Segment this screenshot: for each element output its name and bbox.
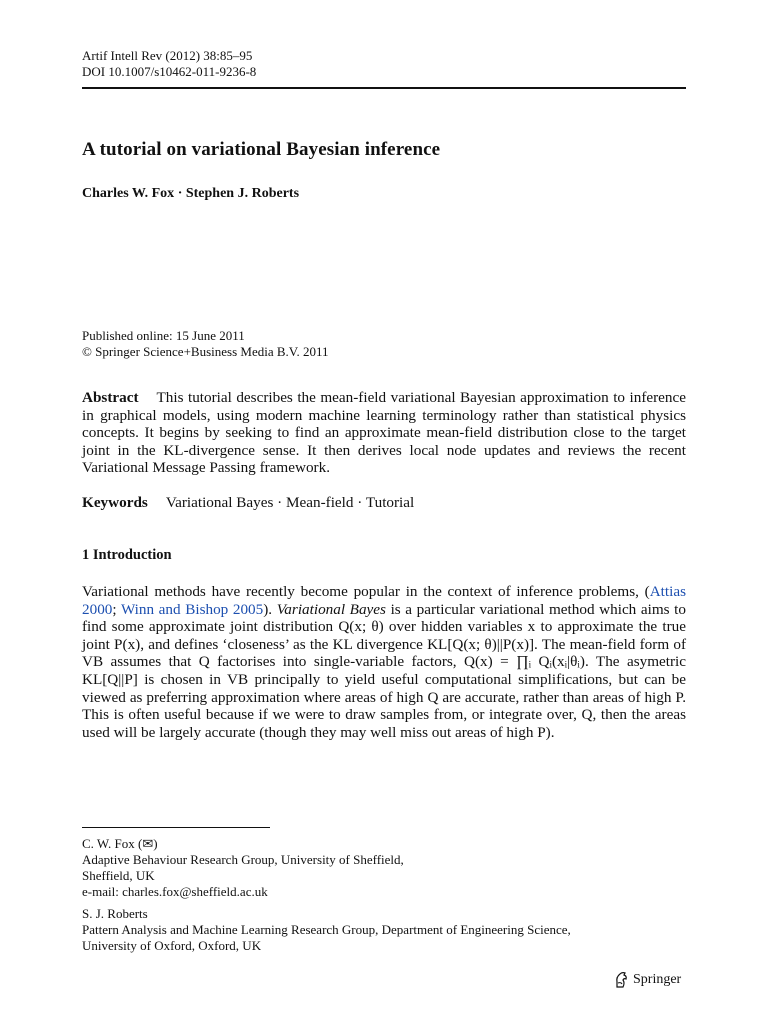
abstract-label: Abstract [82, 389, 139, 406]
published-date: Published online: 15 June 2011 [82, 328, 245, 343]
intro-text: ). [263, 600, 277, 618]
doi: DOI 10.1007/s10462-011-9236-8 [82, 64, 257, 79]
footnote-fox [82, 836, 404, 900]
fox-location: Sheffield, UK [82, 868, 155, 883]
journal-citation: Artif Intell Rev (2012) 38:85–95 [82, 48, 253, 63]
abstract [82, 389, 686, 477]
springer-wordmark: Springer [633, 972, 682, 987]
abstract-text: This tutorial describes the mean-field variational Bayesian approximation to inference in graphical models, using modern machine learning terminology rather than statistical physics concepts. It begins by seeking to find an approximate mean-field distribution close to the target joint in the KL-divergence sense. It then derives local node updates and reviews the recent Variational Message Passing framework. [82, 389, 686, 477]
author-fox: Charles W. Fox [82, 186, 175, 201]
citation-link-attias[interactable]: Attias 2000 [82, 583, 686, 618]
keywords-label: Keywords [82, 494, 148, 511]
citation-link-winn-bishop[interactable]: Winn and Bishop 2005 [120, 600, 264, 618]
roberts-location: University of Oxford, Oxford, UK [82, 938, 262, 953]
springer-logo [614, 971, 681, 989]
variational-bayes-term: Variational Bayes [276, 600, 386, 618]
roberts-affiliation: Pattern Analysis and Machine Learning Research Group, Department of Engineering Science, [82, 922, 571, 937]
author-separator: · [174, 186, 186, 201]
intro-text: Variational methods have recently become popular in the context of inference problems, ( [82, 583, 650, 600]
fox-email: e-mail: charles.fox@sheffield.ac.uk [82, 884, 268, 899]
fox-name: C. W. Fox (✉) [82, 836, 158, 851]
author-roberts: Stephen J. Roberts [185, 186, 300, 201]
keywords [82, 494, 686, 512]
keywords-text: Variational Bayes · Mean-field · Tutorial [165, 494, 415, 511]
copyright: © Springer Science+Business Media B.V. 2011 [82, 344, 329, 359]
intro-text: is a particular variational method which aims to find some approximate joint distribution Q(x; θ) over hidden variables x to approximate the true joint P(x), and defines ‘closeness’ as the KL divergence KL[Q(x; θ)||P(x)]. The mean-field form of VB assumes that Q factorises into single-variable factors, Q(x) = ∏ᵢ Qᵢ(xᵢ|θᵢ). The asymetric KL[Q||P] is chosen in VB principally to yield useful computational simplifications, but can be viewed as preferring approximation where areas of high Q are accurate, rather than areas of high P. This is often useful because if we were to draw samples from, or integrate over, Q, then the areas used will be largely accurate (though they may well miss out areas of high P). [82, 600, 686, 741]
springer-horse-icon [614, 971, 629, 989]
journal-header [82, 48, 256, 80]
intro-text: ; [112, 600, 121, 618]
footnote-rule [82, 827, 270, 828]
header-rule [82, 87, 686, 89]
section-heading: 1 Introduction [82, 547, 172, 563]
fox-affiliation: Adaptive Behaviour Research Group, University of Sheffield, [82, 852, 404, 867]
author-list [82, 186, 299, 202]
roberts-name: S. J. Roberts [82, 906, 148, 921]
footnote-roberts [82, 906, 571, 954]
paper-title: A tutorial on variational Bayesian inference [82, 139, 441, 160]
intro-paragraph [82, 583, 686, 741]
publication-info [82, 328, 329, 360]
